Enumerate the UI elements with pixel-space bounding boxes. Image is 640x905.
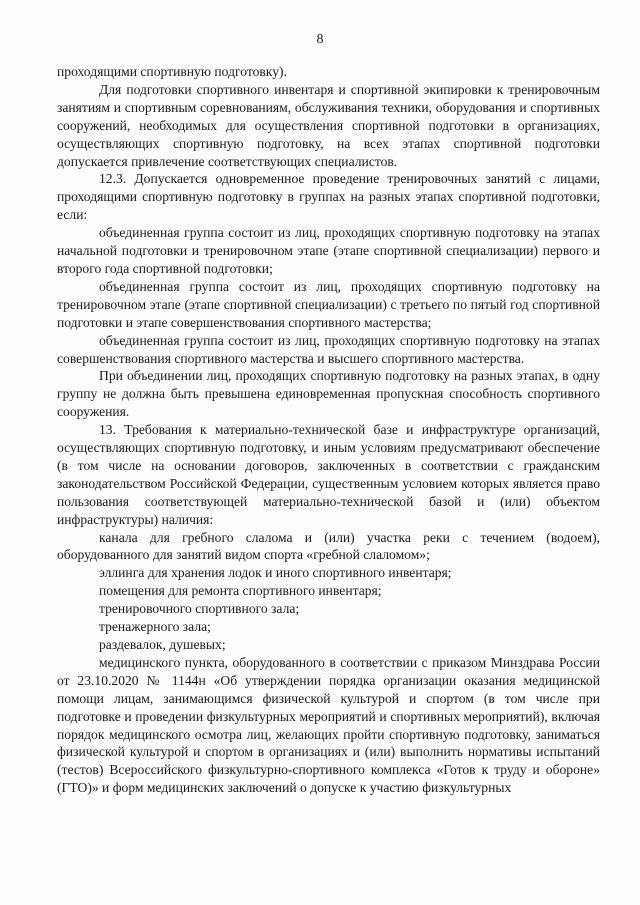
page-number: 8 — [316, 32, 324, 47]
paragraph: 13. Требования к материально-технической базе и инфраструктуре организаций, осуществляющих спортивную подготовку, и иным условиям предусматривают обеспечение (в том числе на основании договоров, заключенных в соответствии с гражданским законодательством Российской Федерации, существенным условием которых является право пользования соответствующей материально-технической базой и (или) объектом инфраструктуры) наличия: — [57, 422, 600, 527]
paragraph: эллинга для хранения лодок и иного спортивного инвентаря; — [99, 565, 452, 581]
paragraph: канала для гребного слалома и (или) участка реки с течением (водоем), оборудованного для занятий видом спорта «гребной слаломом»; — [57, 529, 600, 563]
paragraph: раздевалок, душевых; — [99, 637, 226, 652]
paragraph: При объединении лиц, проходящих спортивную подготовку на разных этапах, в одну группу не должна быть превышена единовременная пропускная способность спортивного сооружения. — [57, 368, 600, 420]
paragraph: проходящими спортивную подготовку). — [57, 64, 287, 79]
paragraph: 12.3. Допускается одновременное проведение тренировочных занятий с лицами, проходящими спортивную подготовку в группах на разных этапах спортивной подготовки, если: — [57, 171, 600, 223]
paragraph: тренировочного спортивного зала; — [99, 601, 300, 617]
paragraph: тренажерного зала; — [99, 619, 211, 635]
paragraph: объединенная группа состоит из лиц, проходящих спортивную подготовку на этапах совершенствования спортивного мастерства и высшего спортивного мастерства. — [57, 332, 600, 366]
paragraph: помещения для ремонта спортивного инвентаря; — [99, 583, 382, 599]
document-body — [57, 63, 600, 797]
paragraph: медицинского пункта, оборудованного в соответствии с приказом Минздрава России от 23.10.2020 № 1144н «Об утверждении порядка организации оказания медицинской помощи лицам, занимающимся физической культурой и спортом (в том числе при подготовке и проведении физкультурных мероприятий и спортивных мероприятий), включая порядок медицинского осмотра лиц, желающих пройти спортивную подготовку, заниматься физической культурой и спортом в организациях и (или) выполнить нормативы испытаний (тестов) Всероссийского физкультурно-спортивного комплекса «Готов к труду и обороне» (ГТО)» и форм медицинских заключений о допуске к участию физкультурных — [57, 654, 600, 796]
paragraph: объединенная группа состоит из лиц, проходящих спортивную подготовку на этапах начальной подготовки и тренировочном этапе (этапе спортивной специализации) первого и второго года спортивной подготовки; — [57, 225, 600, 276]
paragraph: Для подготовки спортивного инвентаря и спортивной экипировки к тренировочным занятиям и спортивным соревнованиям, обслуживания техники, оборудования и спортивных сооружений, необходимых для осуществления спортивной подготовки в организациях, осуществляющих спортивную подготовку, на всех этапах спортивной подготовки допускается привлечение соответствующих специалистов. — [57, 81, 600, 169]
paragraph: объединенная группа состоит из лиц, проходящих спортивную подготовку на тренировочном этапе (этапе спортивной специализации) с третьего по пятый год спортивной подготовки и этапе совершенствования спортивного мастерства; — [57, 278, 600, 330]
